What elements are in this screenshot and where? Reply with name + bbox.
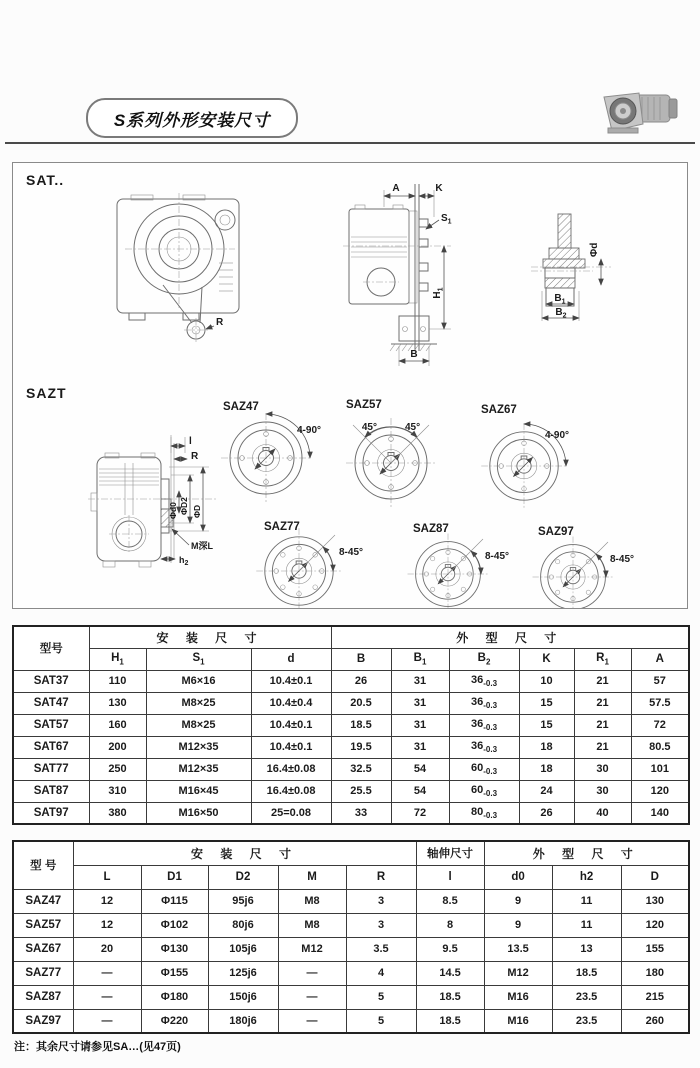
value-cell: 31	[391, 670, 449, 692]
sat-side-view-drawing	[343, 183, 452, 366]
value-cell: 95j6	[208, 889, 278, 913]
model-cell: SAT37	[13, 670, 89, 692]
value-cell: 3	[346, 889, 416, 913]
footnote: 注：其余尺寸请参见SA…(见47页)	[14, 1041, 181, 1053]
table-row	[13, 961, 689, 985]
flange-label: SAZ87	[413, 523, 449, 535]
model-column-header: 型 号	[13, 841, 73, 889]
flange-angle: 8-45°	[339, 547, 364, 558]
value-cell: —	[278, 961, 346, 985]
value-cell: 72	[631, 714, 689, 736]
value-cell: 9	[484, 889, 552, 913]
value-cell: 250	[89, 758, 146, 780]
value-cell: 21	[574, 692, 631, 714]
value-cell: M16×45	[146, 780, 251, 802]
dim-label-phi-d: Φd	[589, 242, 600, 257]
value-cell: M12	[484, 961, 552, 985]
value-cell: 8	[416, 913, 484, 937]
value-cell: 8.5	[416, 889, 484, 913]
install-dims-group-header: 安 装 尺 寸	[73, 841, 416, 865]
value-cell: 25.5	[331, 780, 391, 802]
model-cell: SAZ47	[13, 889, 73, 913]
dim-label-l: l	[189, 436, 192, 447]
column-header: D1	[141, 865, 208, 889]
table-row	[13, 780, 689, 802]
value-cell: 10.4±0.1	[251, 736, 331, 758]
value-cell: $60_{-0.3}$	[449, 758, 519, 780]
value-cell: 21	[574, 670, 631, 692]
column-header: $H_1$	[89, 648, 146, 670]
column-header: D2	[208, 865, 278, 889]
dim-label-K: K	[435, 183, 443, 194]
dim-label-R2: R	[191, 451, 199, 462]
value-cell: 11	[552, 913, 621, 937]
dim-label-phi-D2: ΦD2	[179, 497, 189, 515]
model-column-header: 型号	[13, 626, 89, 670]
value-cell: Φ130	[141, 937, 208, 961]
value-cell: 110	[89, 670, 146, 692]
value-cell: 5	[346, 1009, 416, 1033]
column-header: d	[251, 648, 331, 670]
value-cell: 13.5	[484, 937, 552, 961]
value-cell: 26	[331, 670, 391, 692]
flange-angle: 4-90°	[545, 430, 570, 441]
model-cell: SAT47	[13, 692, 89, 714]
value-cell: 24	[519, 780, 574, 802]
dim-label-S1: $S_1$	[441, 213, 452, 226]
column-header: $S_1$	[146, 648, 251, 670]
table-row	[13, 937, 689, 961]
value-cell: —	[73, 1009, 141, 1033]
column-header: K	[519, 648, 574, 670]
value-cell: 10.4±0.1	[251, 714, 331, 736]
value-cell: M12×35	[146, 736, 251, 758]
column-header: M	[278, 865, 346, 889]
value-cell: 18.5	[331, 714, 391, 736]
value-cell: 180	[621, 961, 689, 985]
value-cell: 101	[631, 758, 689, 780]
column-header: $B_2$	[449, 648, 519, 670]
value-cell: 130	[89, 692, 146, 714]
value-cell: 160	[89, 714, 146, 736]
value-cell: 150j6	[208, 985, 278, 1009]
value-cell: 12	[73, 889, 141, 913]
value-cell: 32.5	[331, 758, 391, 780]
sub-header-row	[13, 648, 689, 670]
value-cell: $36_{-0.3}$	[449, 736, 519, 758]
value-cell: 120	[631, 780, 689, 802]
value-cell: 130	[621, 889, 689, 913]
table-row	[13, 670, 689, 692]
value-cell: 23.5	[552, 985, 621, 1009]
value-cell: 20.5	[331, 692, 391, 714]
flange-label: SAZ67	[481, 404, 517, 416]
column-header: d0	[484, 865, 552, 889]
model-cell: SAT67	[13, 736, 89, 758]
value-cell: M12	[278, 937, 346, 961]
value-cell: 30	[574, 758, 631, 780]
value-cell: M6×16	[146, 670, 251, 692]
value-cell: 31	[391, 714, 449, 736]
value-cell: 26	[519, 802, 574, 824]
value-cell: Φ115	[141, 889, 208, 913]
table-row	[13, 1009, 689, 1033]
value-cell: 15	[519, 692, 574, 714]
value-cell: 14.5	[416, 961, 484, 985]
table-row	[13, 889, 689, 913]
value-cell: 18.5	[416, 1009, 484, 1033]
value-cell: 80j6	[208, 913, 278, 937]
flange-label: SAZ97	[538, 526, 574, 538]
value-cell: 54	[391, 780, 449, 802]
value-cell: 40	[574, 802, 631, 824]
value-cell: 21	[574, 714, 631, 736]
value-cell: —	[73, 961, 141, 985]
model-cell: SAZ87	[13, 985, 73, 1009]
value-cell: —	[278, 1009, 346, 1033]
value-cell: M12×35	[146, 758, 251, 780]
value-cell: $36_{-0.3}$	[449, 714, 519, 736]
column-header: l	[416, 865, 484, 889]
value-cell: 13	[552, 937, 621, 961]
value-cell: 33	[331, 802, 391, 824]
page-title: S系列外形安装尺寸	[86, 98, 298, 138]
flange-view-saz57	[346, 399, 436, 508]
value-cell: 10	[519, 670, 574, 692]
value-cell: 9	[484, 913, 552, 937]
dim-label-phi-d0: Φd0	[168, 502, 178, 519]
flange-view-saz97	[533, 526, 635, 608]
flange-view-saz47	[221, 401, 321, 503]
flange-label: SAZ77	[264, 521, 300, 533]
model-cell: SAZ57	[13, 913, 73, 937]
flange-view-saz77	[256, 521, 363, 608]
value-cell: 31	[391, 692, 449, 714]
value-cell: 80.5	[631, 736, 689, 758]
gearmotor-product-photo	[596, 84, 684, 145]
flange-view-saz67	[481, 404, 569, 509]
value-cell: 18.5	[416, 985, 484, 1009]
value-cell: —	[73, 985, 141, 1009]
value-cell: 125j6	[208, 961, 278, 985]
flange-angle: 4-90°	[297, 425, 322, 436]
value-cell: 16.4±0.08	[251, 780, 331, 802]
model-cell: SAZ67	[13, 937, 73, 961]
value-cell: Φ220	[141, 1009, 208, 1033]
value-cell: M16	[484, 1009, 552, 1033]
value-cell: M16	[484, 985, 552, 1009]
value-cell: 3	[346, 913, 416, 937]
value-cell: 310	[89, 780, 146, 802]
value-cell: Φ180	[141, 985, 208, 1009]
flange-label: SAZ47	[223, 401, 259, 413]
sazt-side-view-drawing	[88, 435, 218, 567]
value-cell: 11	[552, 889, 621, 913]
table-row	[13, 802, 689, 824]
value-cell: 18	[519, 736, 574, 758]
value-cell: $36_{-0.3}$	[449, 692, 519, 714]
value-cell: 12	[73, 913, 141, 937]
column-header: A	[631, 648, 689, 670]
value-cell: $80_{-0.3}$	[449, 802, 519, 824]
header-divider	[5, 142, 695, 144]
flange-view-saz87	[408, 523, 510, 608]
value-cell: $60_{-0.3}$	[449, 780, 519, 802]
install-dims-group-header: 安 装 尺 寸	[89, 626, 331, 648]
value-cell: 10.4±0.1	[251, 670, 331, 692]
value-cell: —	[278, 985, 346, 1009]
value-cell: 155	[621, 937, 689, 961]
dim-label-H1: $H_1$	[432, 287, 445, 299]
value-cell: 57	[631, 670, 689, 692]
table-row	[13, 913, 689, 937]
table-row	[13, 736, 689, 758]
value-cell: $36_{-0.3}$	[449, 670, 519, 692]
group-header-row	[13, 626, 689, 648]
value-cell: 18.5	[552, 961, 621, 985]
value-cell: 57.5	[631, 692, 689, 714]
value-cell: 16.4±0.08	[251, 758, 331, 780]
value-cell: 180j6	[208, 1009, 278, 1033]
value-cell: M8×25	[146, 714, 251, 736]
column-header: $B_1$	[391, 648, 449, 670]
shaft-ext-group-header: 轴伸尺寸	[416, 841, 484, 865]
sub-header-row	[13, 865, 689, 889]
dim-label-phi-D: ΦD	[192, 504, 202, 518]
value-cell: 72	[391, 802, 449, 824]
table-row	[13, 985, 689, 1009]
value-cell: Φ155	[141, 961, 208, 985]
value-cell: M8×25	[146, 692, 251, 714]
dim-label-B2: $B_2$	[555, 307, 567, 320]
value-cell: 140	[631, 802, 689, 824]
column-header: B	[331, 648, 391, 670]
outline-dims-group-header: 外 型 尺 寸	[331, 626, 689, 648]
value-cell: 120	[621, 913, 689, 937]
shaft-bushing-section-drawing	[531, 214, 611, 321]
dim-label-A: A	[392, 183, 400, 194]
model-cell: SAZ77	[13, 961, 73, 985]
group-header-row	[13, 841, 689, 865]
sazt-section-label: SAZT	[26, 385, 67, 401]
sat-front-view-drawing	[117, 193, 239, 343]
column-header: R	[346, 865, 416, 889]
drawings-panel	[12, 162, 688, 609]
column-header: h2	[552, 865, 621, 889]
value-cell: M8	[278, 913, 346, 937]
column-header: D	[621, 865, 689, 889]
value-cell: 21	[574, 736, 631, 758]
outline-dims-group-header: 外 型 尺 寸	[484, 841, 689, 865]
value-cell: 215	[621, 985, 689, 1009]
value-cell: 4	[346, 961, 416, 985]
flange-angle-left: 45°	[361, 422, 377, 433]
dim-label-R: R	[216, 317, 224, 328]
model-cell: SAT57	[13, 714, 89, 736]
value-cell: Φ102	[141, 913, 208, 937]
value-cell: 380	[89, 802, 146, 824]
value-cell: 23.5	[552, 1009, 621, 1033]
value-cell: 54	[391, 758, 449, 780]
value-cell: 31	[391, 736, 449, 758]
dim-label-m-depth: M深L	[191, 541, 213, 551]
value-cell: 25=0.08	[251, 802, 331, 824]
column-header: $R_1$	[574, 648, 631, 670]
value-cell: 200	[89, 736, 146, 758]
value-cell: 260	[621, 1009, 689, 1033]
model-cell: SAT97	[13, 802, 89, 824]
column-header: L	[73, 865, 141, 889]
saz-dimensions-table	[12, 840, 690, 1034]
dim-label-B1: $B_1$	[554, 293, 566, 306]
value-cell: 18	[519, 758, 574, 780]
value-cell: 19.5	[331, 736, 391, 758]
value-cell: 30	[574, 780, 631, 802]
dim-label-h2: $h_2$	[179, 555, 189, 567]
value-cell: 10.4±0.4	[251, 692, 331, 714]
sat-section-label: SAT..	[26, 172, 65, 188]
table-row	[13, 758, 689, 780]
value-cell: M16×50	[146, 802, 251, 824]
value-cell: 9.5	[416, 937, 484, 961]
value-cell: 15	[519, 714, 574, 736]
flange-angle-right: 45°	[405, 422, 421, 433]
sat-dimensions-table	[12, 625, 690, 825]
flange-angle: 8-45°	[485, 551, 510, 562]
table-row	[13, 714, 689, 736]
model-cell: SAT87	[13, 780, 89, 802]
value-cell: 3.5	[346, 937, 416, 961]
table-row	[13, 692, 689, 714]
value-cell: 105j6	[208, 937, 278, 961]
dim-label-B: B	[410, 349, 418, 360]
value-cell: 5	[346, 985, 416, 1009]
model-cell: SAT77	[13, 758, 89, 780]
value-cell: M8	[278, 889, 346, 913]
flange-label: SAZ57	[346, 399, 382, 411]
model-cell: SAZ97	[13, 1009, 73, 1033]
value-cell: 20	[73, 937, 141, 961]
flange-angle: 8-45°	[610, 554, 635, 565]
